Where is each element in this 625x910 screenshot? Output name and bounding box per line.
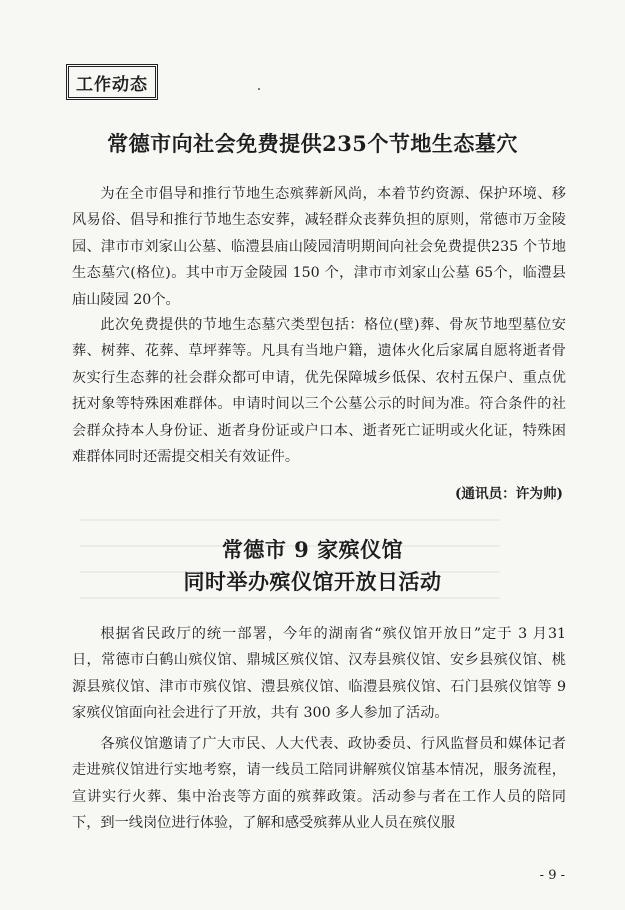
article1-paragraph-2: 此次免费提供的节地生态墓穴类型包括：格位(壁)葬、骨灰节地型墓位安葬、树葬、花葬、草坪葬等。凡具有当地户籍，遗体火化后家属自愿将逝者骨灰实行生态葬的社会群众都可申请，优先保障城乡低保、农村五保户、重点优抚对象等特殊困难群体。申请时间以三个公墓公示的时间为准。符合条件的社会群众持本人身份证、逝者身份证或户口本、逝者死亡证明或火化证，特殊困难群体同时还需提交相关有效证件。 <box>72 317 566 466</box>
article1-paragraph-1: 为在全市倡导和推行节地生态殡葬新风尚，本着节约资源、保护环境、移风易俗、倡导和推行节地生态安葬，减轻群众丧葬负担的原则，常德市万金陵园、津市市刘家山公墓、临澧县庙山陵园清明期间向社会免费提供235 个节地生态墓穴(格位)。其中市万金陵园 150 个，津市市刘家山公墓 65个，临澧县庙山陵园 20个。 <box>72 186 566 308</box>
section-label-box <box>66 64 158 100</box>
article2-paragraph-2: 各殡仪馆邀请了广大市民、人大代表、政协委员、行风监督员和媒体记者走进殡仪馆进行实地考察，请一线员工陪同讲解殡仪馆基本情况，服务流程，宣讲实行火葬、集中治丧等方面的殡葬政策。活动参与者在工作人员的陪同下，到一线岗位进行体验，了解和感受殡葬从业人员在殡仪服 <box>72 736 566 832</box>
article2-paragraph-1: 根据省民政厅的统一部署，今年的湖南省“殡仪馆开放日”定于 3 月31 日，常德市白鹤山殡仪馆、鼎城区殡仪馆、汉寿县殡仪馆、安乡县殡仪馆、桃源县殡仪馆、津市市殡仪馆、澧县殡仪馆、临澧县殡仪馆、石门县殡仪馆等 9 家殡仪馆面向社会进行了开放，共有 300 多人参加了活动。 <box>72 626 566 722</box>
section-label: 工作动态 <box>76 74 148 95</box>
speck <box>258 88 260 90</box>
article2-title-line2: 同时举办殡仪馆开放日活动 <box>183 569 442 594</box>
article2-title-line1: 常德市 9 家殡仪馆 <box>221 537 404 562</box>
article1-title: 常德市向社会免费提供235个节地生态墓穴 <box>107 131 518 156</box>
page-number: - 9 - <box>539 868 565 883</box>
article1-correspondent: (通讯员：许为帅) <box>454 486 563 502</box>
